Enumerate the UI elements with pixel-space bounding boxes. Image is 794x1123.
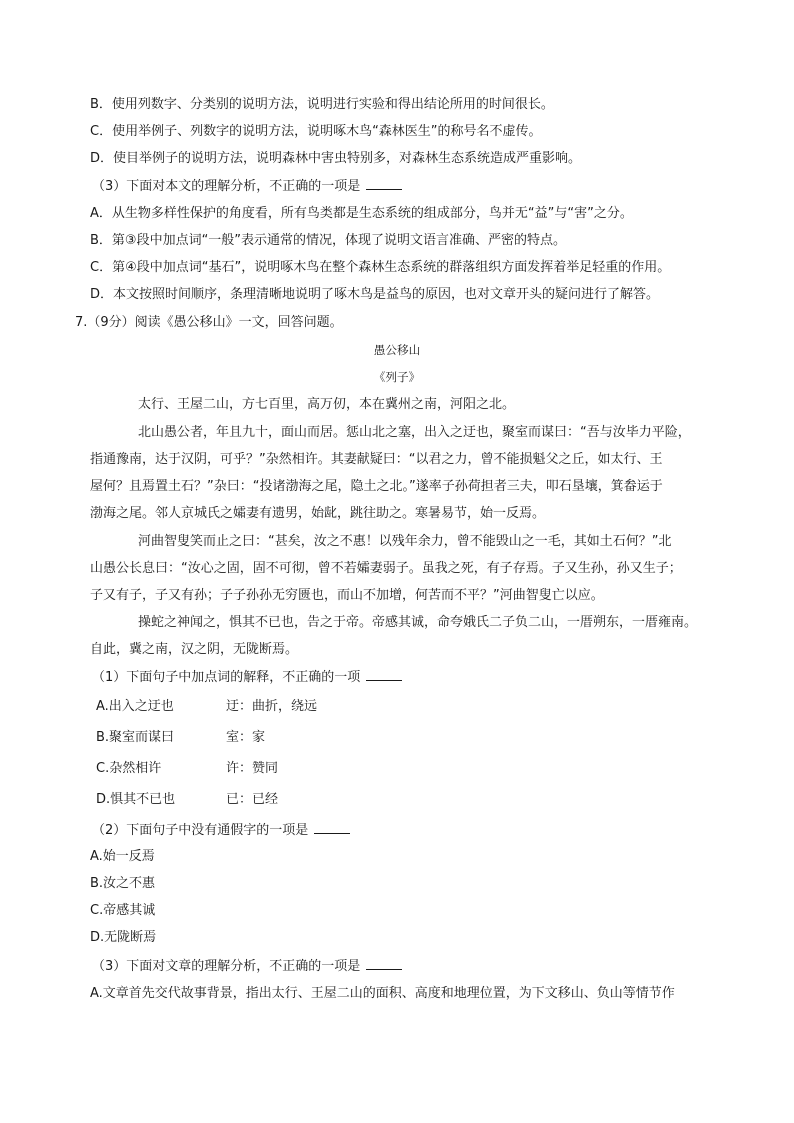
q6-sub3-option-b: B．第③段中加点词“一般”表示通常的情况，体现了说明文语言准确、严密的特点。 xyxy=(90,233,567,248)
option-sentence: D.惧其不已也 xyxy=(96,792,176,807)
q7-sub1-option-a xyxy=(96,698,317,716)
q6-option-b: B．使用列数字、分类别的说明方法，说明进行实验和得出结论所用的时间很长。 xyxy=(90,97,554,112)
passage-paragraph-3-line-2: 山愚公长息曰：“汝心之固，固不可彻，曾不若孀妻弱子。虽我之死，有子存焉。子又生孙，孙又生子； xyxy=(90,561,682,576)
q7-sub1-text: （1）下面句子中加点词的解释，不正确的一项 xyxy=(92,670,361,685)
q7-sub2-option-d: D.无陇断焉 xyxy=(90,930,157,945)
q6-sub3-option-d: D．本文按照时间顺序，条理清晰地说明了啄木鸟是益鸟的原因，也对文章开头的疑问进行了解答。 xyxy=(90,287,660,302)
passage-paragraph-1: 太行、王屋二山，方七百里，高万仞，本在冀州之南，河阳之北。 xyxy=(138,397,516,412)
q7-sub2-option-a: A.始一反焉 xyxy=(90,849,155,864)
q7-sub1-option-d xyxy=(96,791,278,809)
answer-blank[interactable] xyxy=(366,668,402,681)
passage-paragraph-3-line-1: 河曲智叟笑而止之曰：“甚矣，汝之不惠！以残年余力，曾不能毁山之一毛，其如土石何？”北 xyxy=(138,534,672,549)
q6-sub3-text: （3）下面对本文的理解分析，不正确的一项是 xyxy=(92,179,361,194)
passage-paragraph-2-line-4: 渤海之尾。邻人京城氏之孀妻有遗男，始龀，跳往助之。寒暑易节，始一反焉。 xyxy=(90,506,546,521)
q7-sub1-option-b xyxy=(96,729,265,747)
passage-title: 愚公移山 xyxy=(373,343,421,357)
q7-sub1-question xyxy=(92,668,402,687)
option-gloss: 迂：曲折，绕远 xyxy=(226,699,318,714)
q6-sub3-question xyxy=(92,177,402,196)
q7-heading: 7.（9分）阅读《愚公移山》一文，回答问题。 xyxy=(75,315,343,330)
option-gloss: 已：已经 xyxy=(226,792,279,807)
answer-blank[interactable] xyxy=(314,821,350,834)
q7-sub2-question xyxy=(92,821,350,840)
passage-paragraph-2-line-3: 屋何？且焉置土石？”杂曰：“投诸渤海之尾，隐土之北。”遂率子孙荷担者三夫，叩石垦壤，箕畚运于 xyxy=(90,479,663,494)
answer-blank[interactable] xyxy=(366,177,402,190)
option-gloss: 室：家 xyxy=(226,730,266,745)
passage-author: 《列子》 xyxy=(373,370,421,384)
passage-paragraph-2-line-1: 北山愚公者，年且九十，面山而居。惩山北之塞，出入之迂也，聚室而谋曰：“吾与汝毕力平险， xyxy=(138,425,691,440)
option-gloss: 许：赞同 xyxy=(226,761,279,776)
option-sentence: C.杂然相许 xyxy=(96,761,162,776)
q6-option-c: C．使用举例子、列数字的说明方法，说明啄木鸟“森林医生”的称号名不虚传。 xyxy=(90,124,542,139)
q6-sub3-option-a: A．从生物多样性保护的角度看，所有鸟类都是生态系统的组成部分，鸟并无“益”与“害”之分。 xyxy=(90,206,633,221)
q7-sub2-option-b: B.汝之不惠 xyxy=(90,876,156,891)
q6-option-d: D．使目举例子的说明方法，说明森林中害虫特别多，对森林生态系统造成严重影响。 xyxy=(90,151,582,166)
q7-sub2-text: （2）下面句子中没有通假字的一项是 xyxy=(92,823,309,838)
option-sentence: B.聚室而谋曰 xyxy=(96,730,175,745)
answer-blank[interactable] xyxy=(366,957,402,970)
option-sentence: A.出入之迂也 xyxy=(96,699,174,714)
q7-sub3-question xyxy=(92,957,402,976)
passage-paragraph-4-line-2: 自此，冀之南，汉之阴，无陇断焉。 xyxy=(90,642,299,657)
q7-sub3-text: （3）下面对文章的理解分析，不正确的一项是 xyxy=(92,959,361,974)
q7-sub1-option-c xyxy=(96,760,278,778)
q7-sub3-option-a: A.文章首先交代故事背景，指出太行、王屋二山的面积、高度和地理位置，为下文移山、负山等情节作 xyxy=(90,986,675,1001)
passage-paragraph-4-line-1: 操蛇之神闻之，惧其不已也，告之于帝。帝感其诚，命夸娥氏二子负二山，一厝朔东，一厝雍南。 xyxy=(138,615,698,630)
passage-paragraph-3-line-3: 子又有子，子又有孙；子子孙孙无穷匮也，而山不加增，何苦而不平？”河曲智叟亡以应。 xyxy=(90,588,604,603)
q6-sub3-option-c: C．第④段中加点词“基石”，说明啄木鸟在整个森林生态系统的群落组织方面发挥着举足轻重的作用。 xyxy=(90,260,671,275)
q7-sub2-option-c: C.帝感其诚 xyxy=(90,903,156,918)
passage-paragraph-2-line-2: 指通豫南，达于汉阴，可乎？”杂然相许。其妻献疑曰：“以君之力，曾不能损魁父之丘，如太行、王 xyxy=(90,452,663,467)
